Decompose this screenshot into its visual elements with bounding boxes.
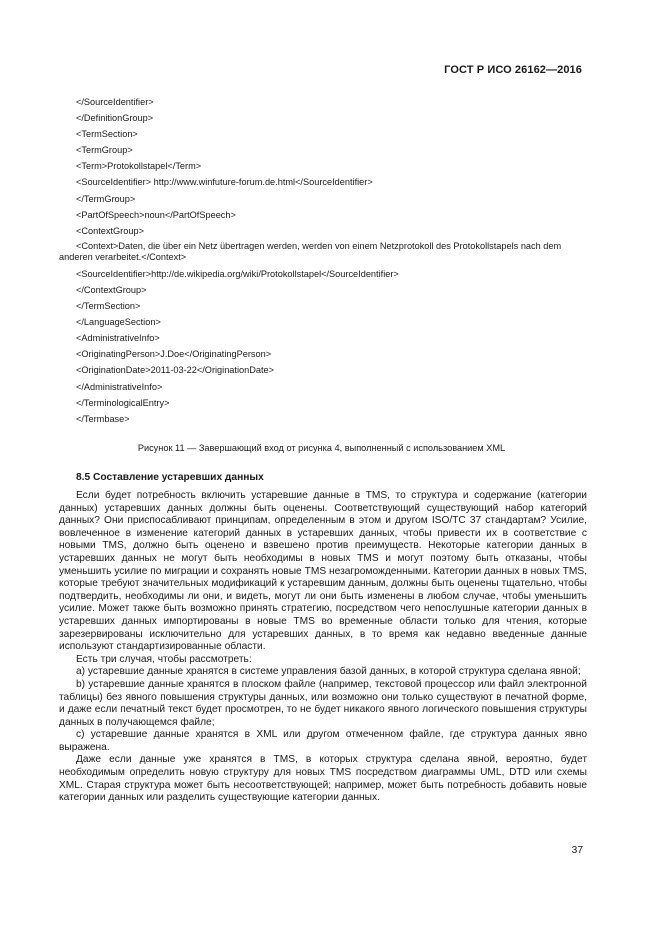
code-line: <TermSection>: [76, 129, 138, 140]
paragraph: Даже если данные уже хранятся в TMS, в которых структура сделана явной, вероятно, будет необходимым определить новую структуру для новых TMS посредством диаграммы UML, DTD или схемы XML. Старая структура может быть несоответствующей; например, может быть потребность добавить новые категории данных или разделить существующие категории данных.: [59, 754, 587, 804]
code-line: </TermGroup>: [76, 193, 136, 204]
section-title: 8.5 Составление устаревших данных: [76, 472, 264, 483]
xml-code-block: [59, 94, 584, 427]
list-item: а) устаревшие данные хранятся в системе управления базой данных, в которой структура сделана явной;: [76, 666, 581, 678]
code-line: <Context>Daten, die über ein Netz übertragen werden, werden von einem Netzprotokoll des Protokollstapels nach dem anderen verarbeitet.</Context>: [59, 240, 562, 263]
code-line: <Term>Protokollstapel</Term>: [76, 161, 202, 172]
code-line: <SourceIdentifier>http://de.wikipedia.org/wiki/Protokollstapel</SourceIdentifier>: [76, 268, 399, 279]
code-line: </Termbase>: [76, 413, 130, 424]
code-line: <AdministrativeInfo>: [76, 333, 160, 344]
code-line: <PartOfSpeech>noun</PartOfSpeech>: [76, 209, 236, 220]
code-line: </LanguageSection>: [76, 317, 161, 328]
code-line: <OriginationDate>2011-03-22</OriginationDate>: [76, 365, 275, 376]
code-line: </TerminologicalEntry>: [76, 397, 170, 408]
code-line: </ContextGroup>: [76, 284, 147, 295]
code-line: <TermGroup>: [76, 145, 133, 156]
list-item: с) устаревшие данные хранятся в XML или другом отмеченном файле, где структура данных явно выражена.: [59, 729, 587, 753]
body-text: [59, 490, 587, 805]
code-line: <SourceIdentifier> http://www.winfuture-forum.de.html</SourceIdentifier>: [76, 177, 373, 188]
code-line: </SourceIdentifier>: [76, 97, 154, 107]
page-number: 37: [571, 845, 583, 856]
code-line: <ContextGroup>: [76, 225, 144, 236]
figure-caption: Рисунок 11 — Завершающий вход от рисунка 4, выполненный с использованием XML: [137, 443, 506, 453]
code-line: </AdministrativeInfo>: [76, 381, 163, 392]
paragraph: Есть три случая, чтобы рассмотреть:: [76, 653, 252, 665]
list-item: b) устаревшие данные хранятся в плоском файле (например, текстовой процессор или файл электронной таблицы) без явного повышения структуры данных, или возможно они только существуют в печатной форме, и даже если печатный текст будет просмотрен, то не будет никакого явного логического повышения структуры данных в получающемся файле;: [59, 678, 587, 728]
code-line: </DefinitionGroup>: [76, 113, 154, 124]
code-line: </TermSection>: [76, 301, 141, 312]
paragraph: Если будет потребность включить устаревшие данные в TMS, то структура и содержание (категории данных) устаревших данных должны быть оценены. Соответствующий существующий набор категорий данных? Они приспосабливают принципам, определенным в этом и другом ISO/TC 37 стандартам? Усилие, вовлеченное в изменение категорий данных в устаревших данных, чтобы привести их в соответствие с новыми TMS, должно быть оценено и взвешено против преимуществ. Некоторые категории данных в устаревших данных не могут быть необходимы в новых TMS и могут поэтому быть отказаны, чтобы уменьшить усилие по миграции и сохранять новые TMS незагроможденными. Категории данных в новых TMS, которые требуют значительных модификаций к устаревшим данным, должны быть оценены тщательно, чтобы подтвердить, необходимы ли они, и видеть, могут ли они быть изменены в любом случае, чтобы уменьшить усилие. Может также быть возможно принять стратегию, посредством чего непослушные категории данных в устаревших данных импортированы в новые TMS во временные области только для чтения, которые зарезервированы исключительно для устаревших данных, в то время как недавно введенные данные используют стандартизированные области.: [59, 490, 587, 653]
code-line: <OriginatingPerson>J.Doe</OriginatingPerson>: [76, 349, 272, 360]
standard-header: ГОСТ Р ИСО 26162—2016: [444, 64, 582, 76]
